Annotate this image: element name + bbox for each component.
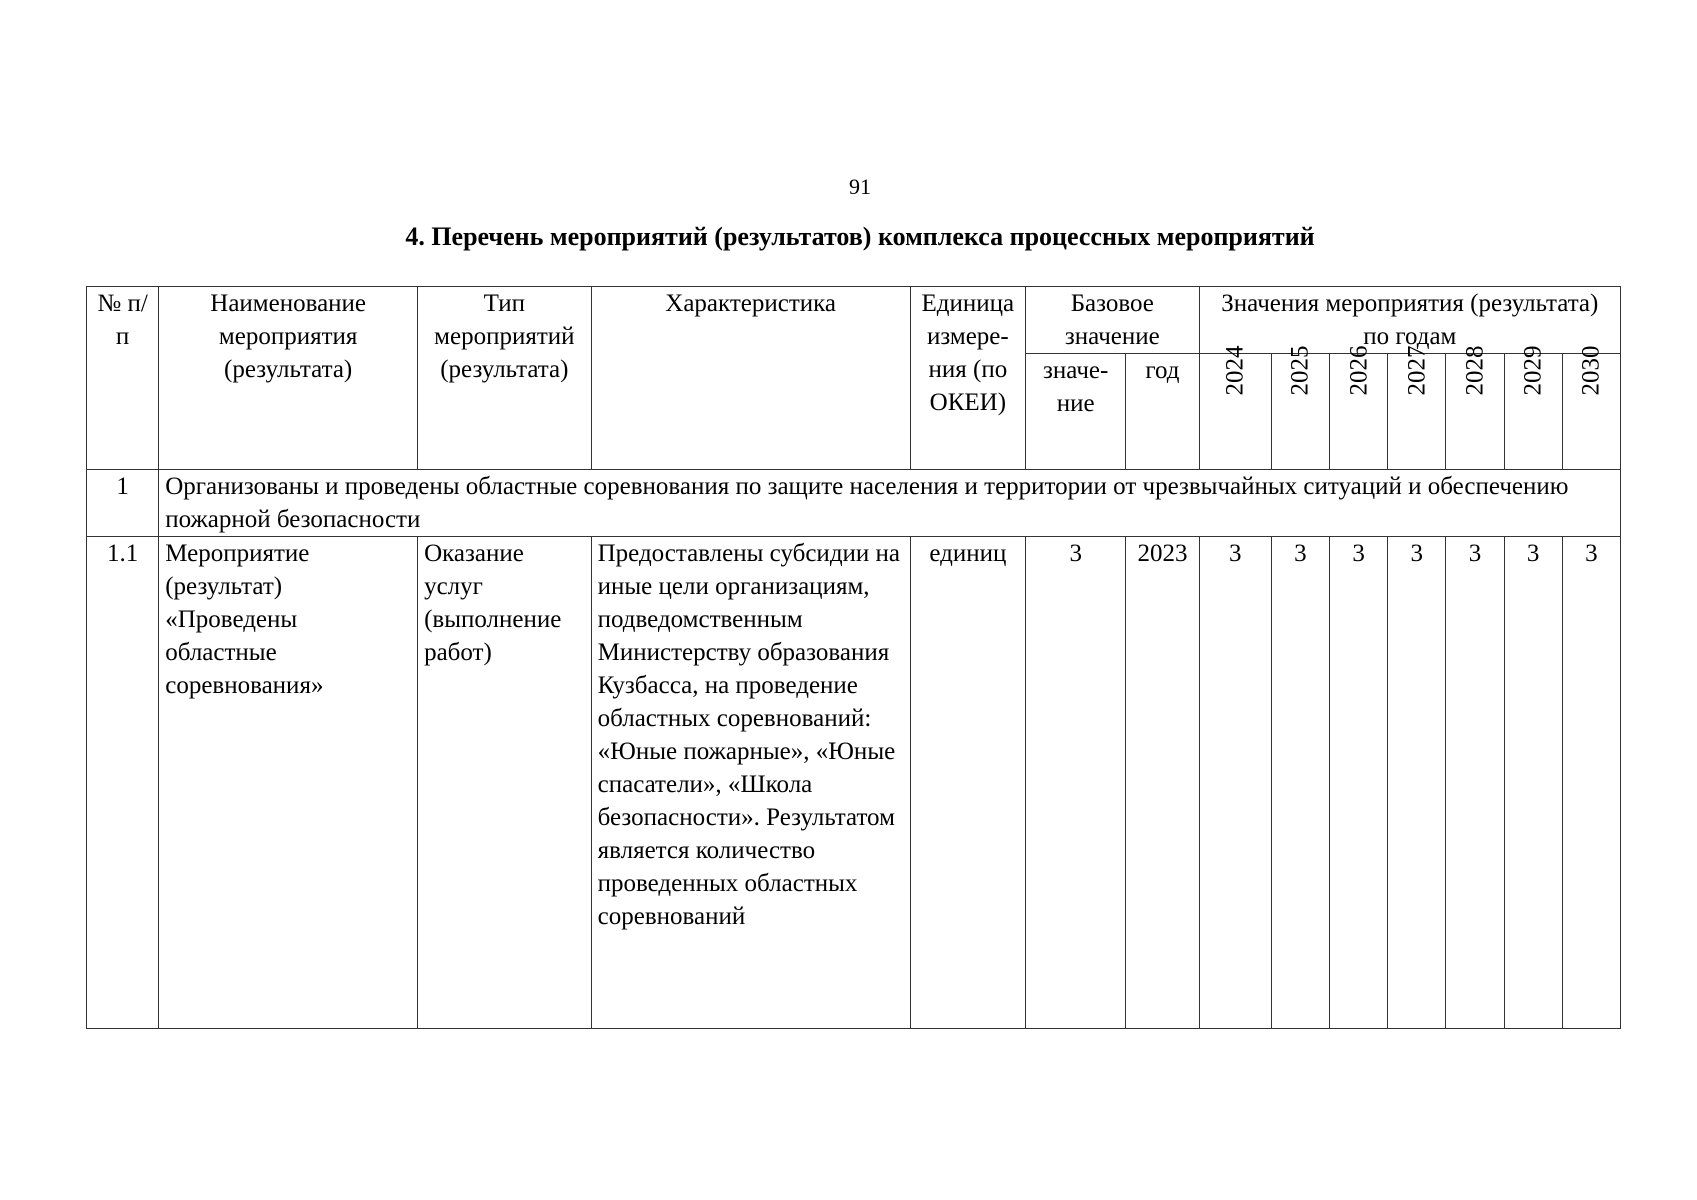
header-year-cell	[1504, 345, 1562, 470]
header-year: 2028	[1461, 345, 1489, 396]
row-year-value: 3	[1330, 537, 1388, 1029]
row-year-value: 3	[1271, 537, 1329, 1029]
header-year: 2024	[1221, 345, 1249, 396]
row-year-value: 3	[1199, 537, 1271, 1029]
row-type: Оказание услуг (выполнение работ)	[418, 537, 592, 1029]
header-row-1	[87, 287, 1621, 354]
header-year-cell	[1330, 345, 1388, 470]
row-base-value: 3	[1026, 537, 1126, 1029]
header-values-group: Значения мероприятия (результата) по годам	[1199, 287, 1620, 354]
row-num: 1.1	[87, 537, 159, 1029]
header-characteristic: Характеристика	[591, 287, 910, 470]
header-year: 2029	[1519, 345, 1547, 396]
header-year-cell	[1562, 345, 1620, 470]
header-year-cell	[1388, 345, 1446, 470]
header-num: № п/п	[87, 287, 159, 470]
row-year-value: 3	[1504, 537, 1562, 1029]
header-unit: Единица измере-ния (по ОКЕИ)	[910, 287, 1025, 470]
document-title: 4. Перечень мероприятий (результатов) комплекса процессных мероприятий	[405, 222, 1315, 251]
header-base-group: Базовое значение	[1026, 287, 1200, 354]
row-year-value: 3	[1446, 537, 1504, 1029]
row-characteristic: Предоставлены субсидии на иные цели организациям, подведомственным Министерству образования Кузбасса, на проведение областных соревнований: «Юные пожарные», «Юные спасатели», «Школа безопасности». Результатом является количество проведенных областных соревнований	[591, 537, 910, 1029]
row-base-year: 2023	[1126, 537, 1199, 1029]
row-year-value: 3	[1388, 537, 1446, 1029]
header-base-value: значе-ние	[1026, 354, 1126, 470]
events-table	[86, 286, 1621, 1029]
table-row	[87, 537, 1621, 1029]
header-year: 2025	[1286, 345, 1314, 396]
section-text: Организованы и проведены областные соревнования по защите населения и территории от чрезвычайных ситуаций и обеспечению пожарной безопасности	[159, 470, 1621, 537]
header-type: Тип мероприятий (результата)	[418, 287, 592, 470]
header-year: 2027	[1403, 345, 1431, 396]
section-num: 1	[87, 470, 159, 537]
row-unit: единиц	[910, 537, 1025, 1029]
header-name: Наименование мероприятия (результата)	[159, 287, 418, 470]
header-base-year: год	[1126, 354, 1199, 470]
page-number: 91	[849, 174, 871, 199]
section-row	[87, 470, 1621, 537]
header-year: 2030	[1577, 345, 1605, 396]
row-name: Мероприятие (результат) «Проведены областные соревнования»	[159, 537, 418, 1029]
header-year-cell	[1271, 345, 1329, 470]
header-year-cell	[1446, 345, 1504, 470]
header-year-cell	[1199, 345, 1271, 470]
header-year: 2026	[1345, 345, 1373, 396]
row-year-value: 3	[1562, 537, 1620, 1029]
